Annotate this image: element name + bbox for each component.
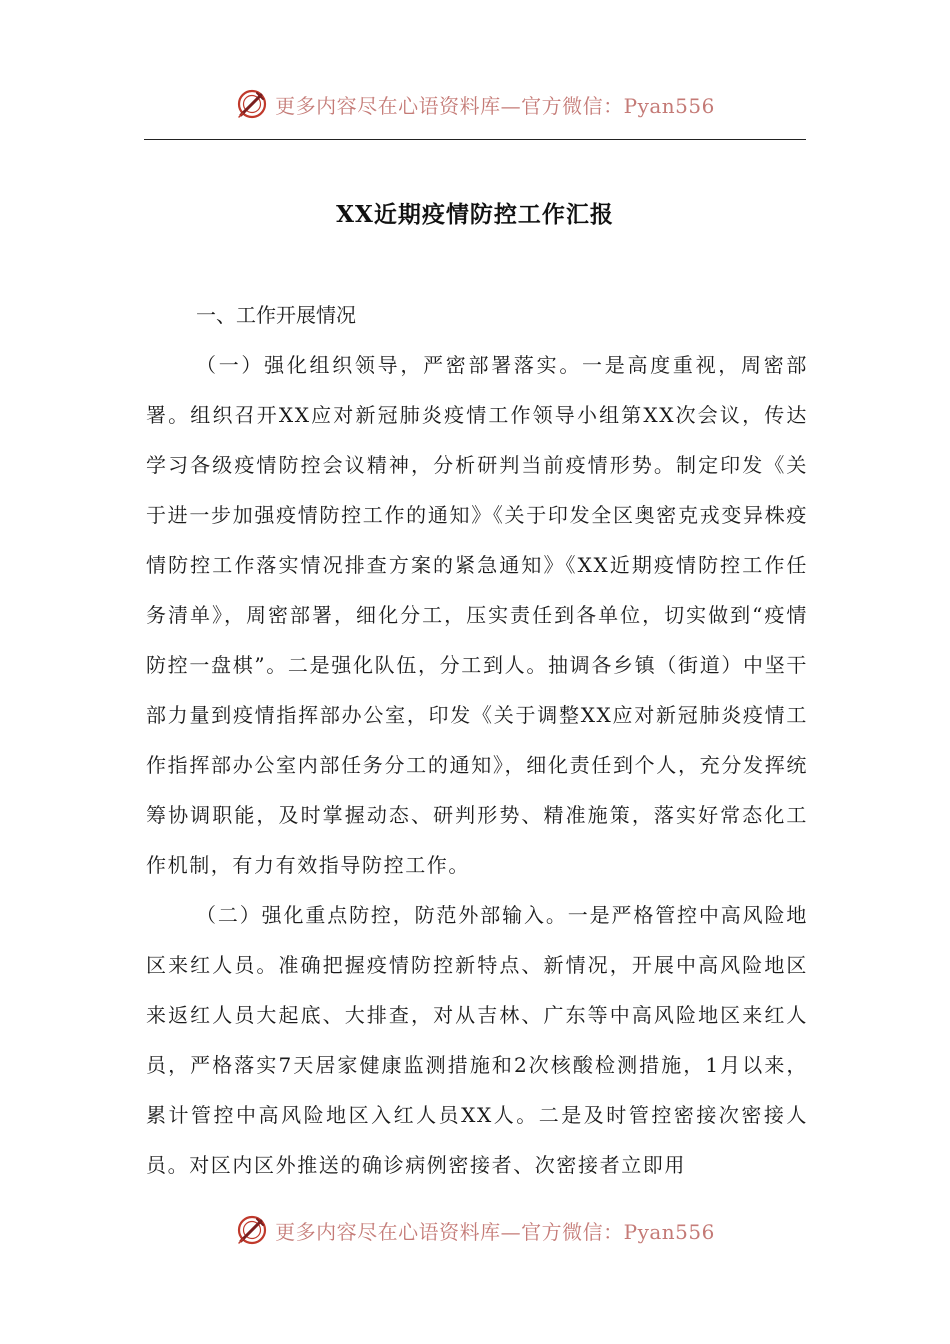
paragraph: （一）强化组织领导，严密部署落实。一是高度重视，周密部署。组织召开XX应对新冠肺炎疫情工作领导小组第XX次会议，传达学习各级疫情防控会议精神，分析研判当前疫情形势。制定印发《关于进一步加强疫情防控工作的通知》《关于印发全区奥密克戎变异株疫情防控工作落实情况排查方案的紧急通知》《XX近期疫情防控工作任务清单》，周密部署，细化分工，压实责任到各单位，切实做到“疫情防控一盘棋”。二是强化队伍，分工到人。抽调各乡镇（街道）中坚干部力量到疫情指挥部办公室，印发《关于调整XX应对新冠肺炎疫情工作指挥部办公室内部任务分工的通知》，细化责任到个人，充分发挥统筹协调职能，及时掌握动态、研判形势、精准施策，落实好常态化工作机制，有力有效指导防控工作。 bbox=[146, 353, 808, 877]
paragraph: （二）强化重点防控，防范外部输入。一是严格管控中高风险地区来红人员。准确把握疫情防控新特点、新情况，开展中高风险地区来返红人员大起底、大排查，对从吉林、广东等中高风险地区来红人员，严格落实7天居家健康监测措施和2次核酸检测措施，1月以来，累计管控中高风险地区入红人员XX人。二是及时管控密接次密接人员。对区内区外推送的确诊病例密接者、次密接者立即用 bbox=[146, 903, 808, 1177]
footer-banner bbox=[0, 1210, 950, 1250]
header-banner-text: 更多内容尽在心语资料库—官方微信：Pyan556 bbox=[275, 93, 715, 118]
footer-banner-text: 更多内容尽在心语资料库—官方微信：Pyan556 bbox=[275, 1219, 715, 1244]
document-body bbox=[146, 290, 808, 1190]
pen-logo-icon bbox=[235, 1213, 269, 1247]
header-divider bbox=[144, 139, 806, 140]
document-title: XX近期疫情防控工作汇报 bbox=[336, 201, 614, 228]
section-heading: 一、工作开展情况 bbox=[196, 303, 356, 327]
header-banner bbox=[0, 84, 950, 124]
pen-logo-icon bbox=[235, 87, 269, 121]
